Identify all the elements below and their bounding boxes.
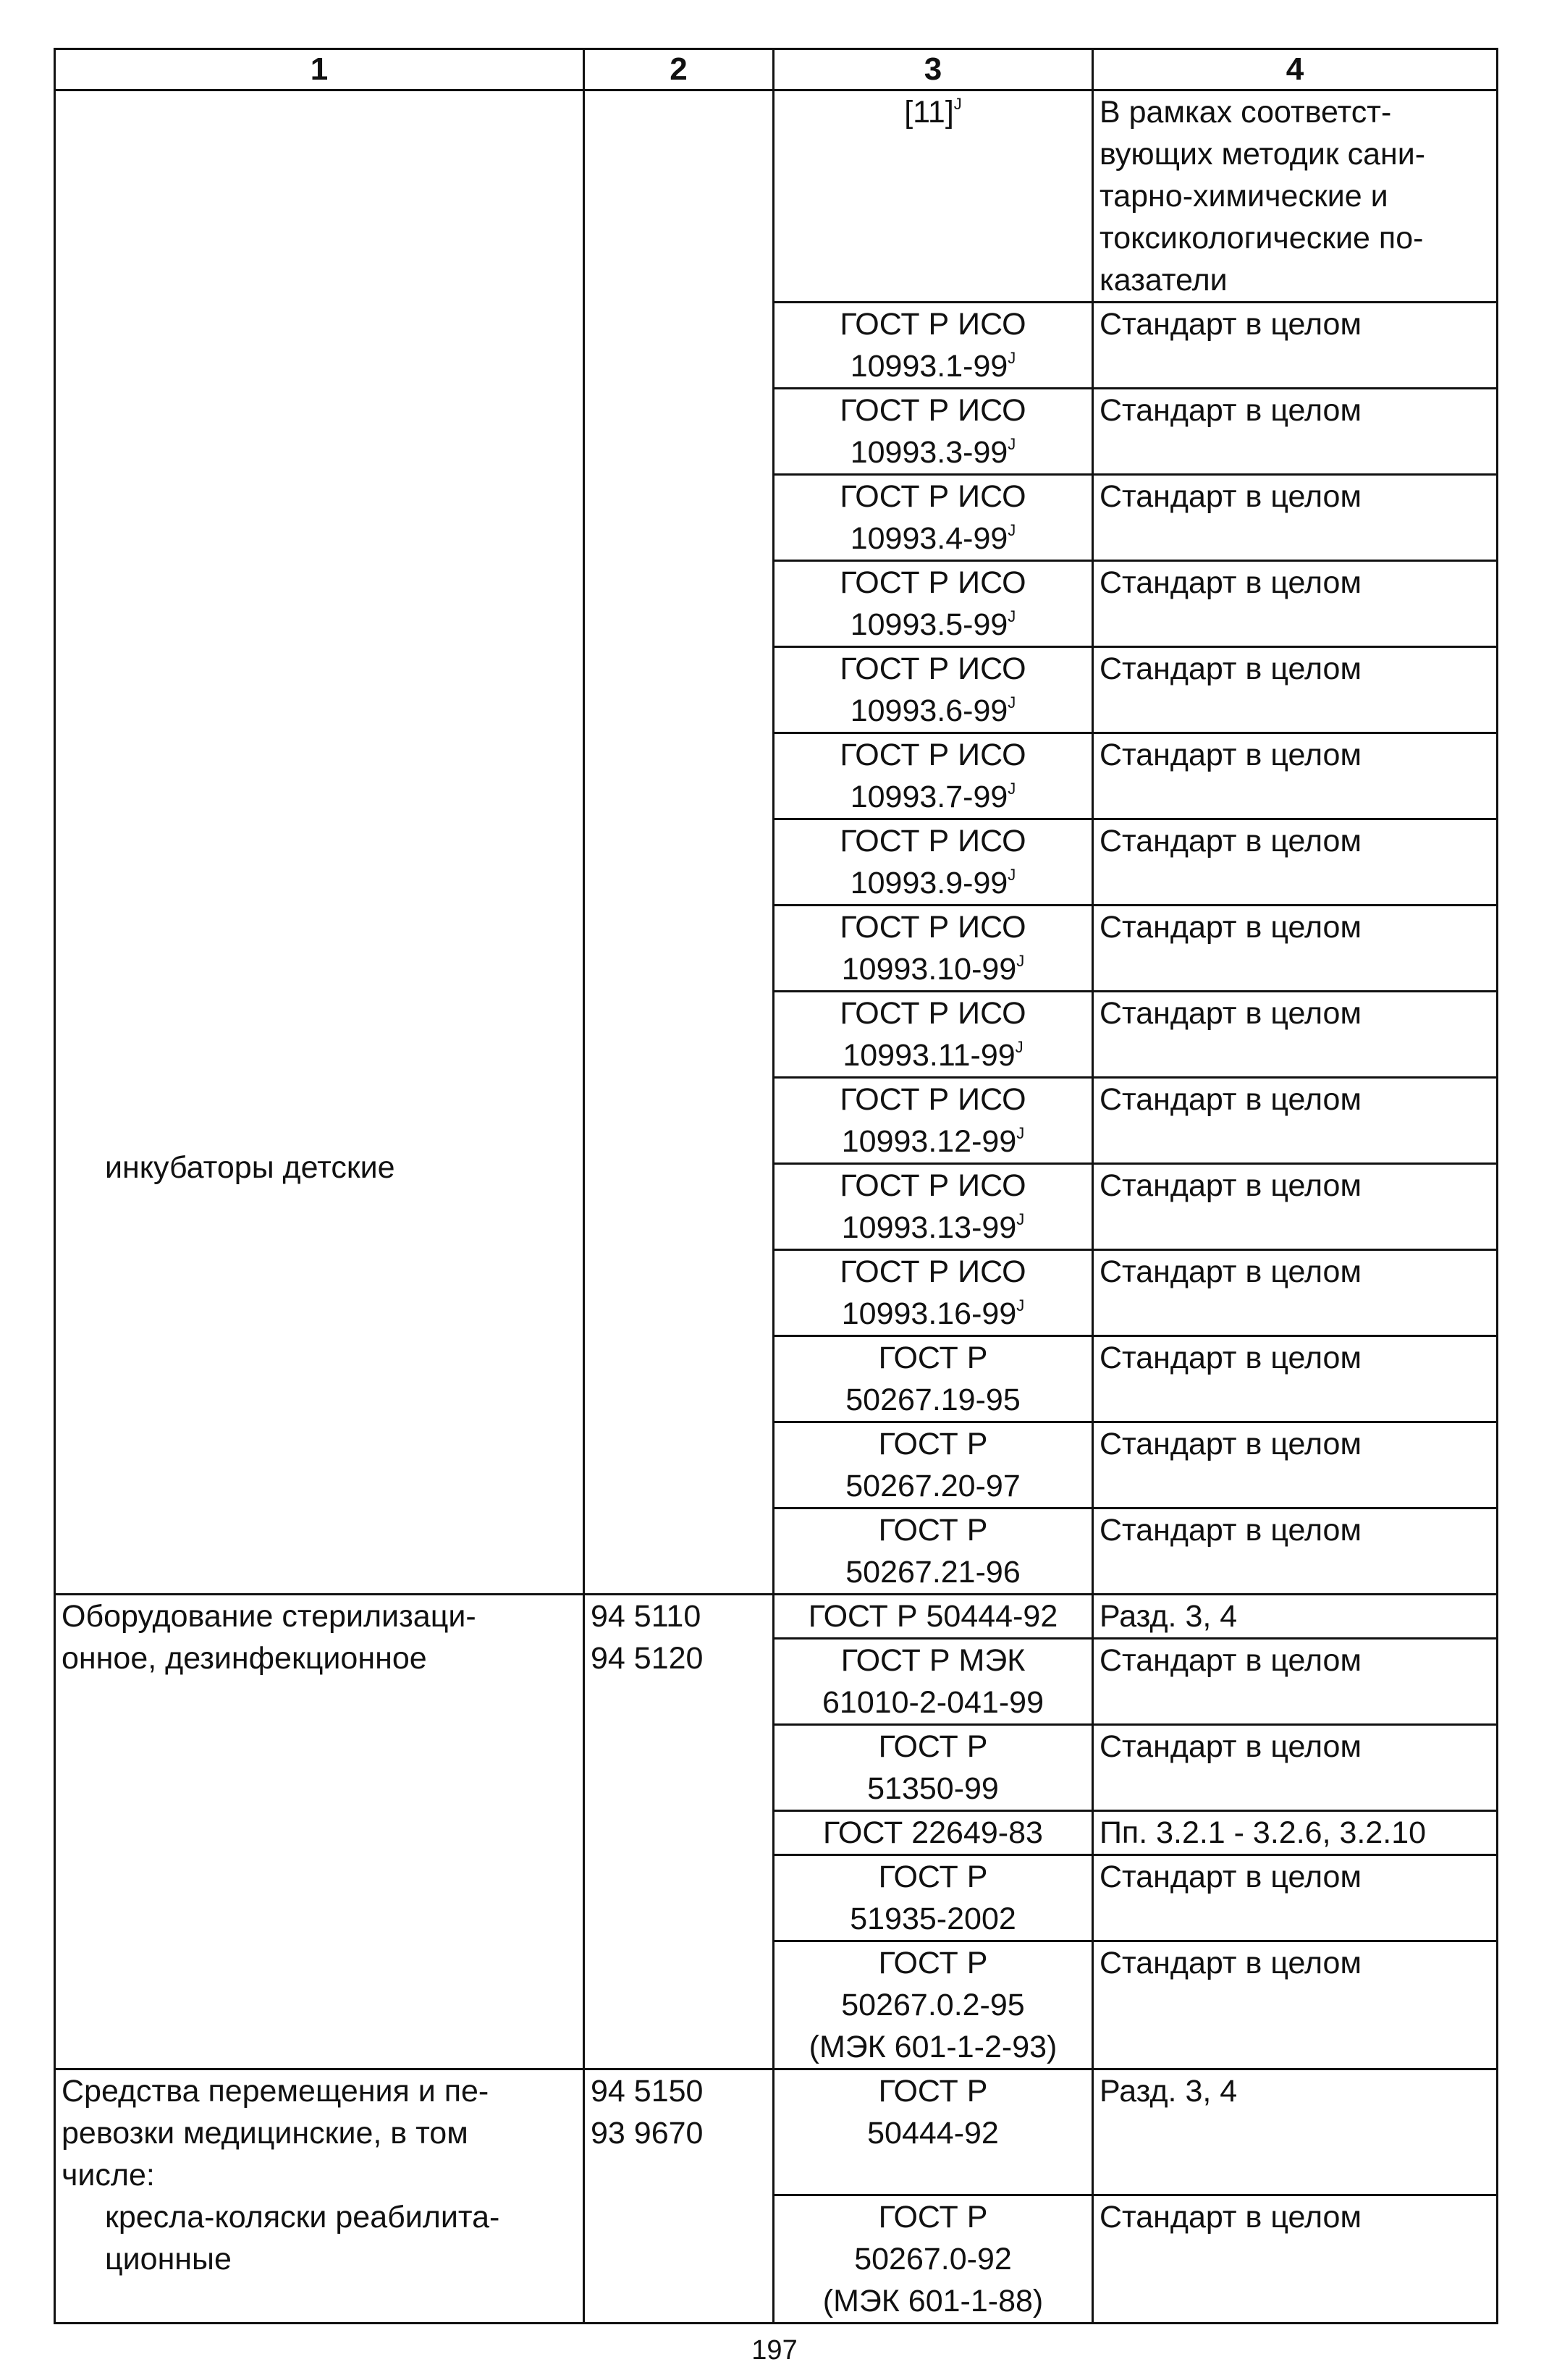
cell-line: $10993.9-99^J$ xyxy=(850,866,1016,900)
scope-note xyxy=(1093,2195,1498,2324)
scope-note xyxy=(1093,1336,1498,1422)
cell-line: $10993.6-99^J$ xyxy=(850,693,1016,728)
cell-line: Стандарт в целом xyxy=(1100,393,1362,428)
scope-note xyxy=(1093,1725,1498,1811)
cell-line: ГОСТ 22649-83 xyxy=(823,1815,1043,1850)
standard-ref xyxy=(774,90,1093,303)
cell-line: ГОСТ Р xyxy=(878,1729,988,1764)
footnote-mark: J xyxy=(1016,1210,1025,1228)
header-col-2: 2 xyxy=(584,49,774,90)
scope-note xyxy=(1093,475,1498,561)
standard-ref xyxy=(774,303,1093,389)
standard-ref xyxy=(774,1508,1093,1595)
group2-col1 xyxy=(55,1595,584,2069)
cell-line: Стандарт в целом xyxy=(1100,996,1362,1031)
group1-col1 xyxy=(55,90,584,1595)
table-row xyxy=(55,90,1498,303)
cell-line: (МЭК 601-1-2-93) xyxy=(809,2030,1058,2064)
standard-ref xyxy=(774,1639,1093,1725)
cell-line: $10993.3-99^J$ xyxy=(850,435,1016,470)
cell-line: ревозки медицинские, в том xyxy=(62,2116,468,2151)
footnote-mark: J xyxy=(1008,607,1016,625)
cell-line: Стандарт в целом xyxy=(1100,2200,1362,2235)
table-row xyxy=(55,1595,1498,1639)
cell-line: Средства перемещения и пе- xyxy=(62,2074,489,2109)
cell-line: $10993.5-99^J$ xyxy=(850,607,1016,642)
cell-line: ГОСТ Р xyxy=(878,1946,988,1980)
cell-line: Стандарт в целом xyxy=(1100,1254,1362,1289)
cell-line: 50267.19-95 xyxy=(845,1383,1021,1417)
cell-line: $10993.13-99^J$ xyxy=(841,1210,1025,1245)
cell-line: ГОСТ Р ИСО xyxy=(840,307,1026,342)
cell-line: 94 5150 xyxy=(591,2074,704,2109)
standard-ref xyxy=(774,475,1093,561)
cell-line: $10993.7-99^J$ xyxy=(850,780,1016,814)
cell-line: Стандарт в целом xyxy=(1100,1168,1362,1203)
cell-line: Разд. 3, 4 xyxy=(1100,2074,1238,2109)
footnote-mark: J xyxy=(1008,693,1016,712)
cell-line: вующих методик сани- xyxy=(1100,137,1426,172)
cell-line: 50267.20-97 xyxy=(845,1469,1021,1503)
cell-line: $10993.12-99^J$ xyxy=(841,1124,1025,1159)
footnote-mark: J xyxy=(1008,866,1016,884)
scope-note xyxy=(1093,1078,1498,1164)
standard-ref xyxy=(774,1941,1093,2069)
footnote-mark: J xyxy=(1008,435,1016,453)
cell-line: Стандарт в целом xyxy=(1100,1860,1362,1894)
standard-ref xyxy=(774,2069,1093,2195)
cell-line: Разд. 3, 4 xyxy=(1100,1599,1238,1634)
cell-line: ГОСТ Р xyxy=(878,2200,988,2235)
scope-note xyxy=(1093,733,1498,819)
cell-line: Стандарт в целом xyxy=(1100,1341,1362,1375)
cell-line: ГОСТ Р ИСО xyxy=(840,479,1026,514)
cell-line: $10993.4-99^J$ xyxy=(850,521,1016,556)
standard-ref xyxy=(774,1078,1093,1164)
group2-col2 xyxy=(584,1595,774,2069)
cell-line: ГОСТ Р ИСО xyxy=(840,910,1026,945)
cell-line: Стандарт в целом xyxy=(1100,1643,1362,1678)
cell-line: ГОСТ Р xyxy=(878,1427,988,1461)
cell-line: 50267.0.2-95 xyxy=(841,1988,1025,2022)
standard-ref xyxy=(774,819,1093,906)
cell-line: Пп. 3.2.1 - 3.2.6, 3.2.10 xyxy=(1100,1815,1427,1850)
cell-line: Стандарт в целом xyxy=(1100,738,1362,772)
cell-line: Стандарт в целом xyxy=(1100,1427,1362,1461)
page-number: 197 xyxy=(751,2335,798,2366)
cell-line: 51935-2002 xyxy=(850,1902,1016,1936)
scope-note xyxy=(1093,1595,1498,1639)
standard-ref xyxy=(774,1336,1093,1422)
standard-ref xyxy=(774,1595,1093,1639)
cell-line: ГОСТ Р ИСО xyxy=(840,1082,1026,1117)
sub-item-line: кресла-коляски реабилита- xyxy=(105,2200,500,2235)
standard-ref xyxy=(774,1811,1093,1855)
scope-note xyxy=(1093,1639,1498,1725)
cell-line: 61010-2-041-99 xyxy=(822,1685,1044,1720)
cell-line: Стандарт в целом xyxy=(1100,910,1362,945)
standard-ref xyxy=(774,561,1093,647)
standard-ref xyxy=(774,389,1093,475)
scope-note xyxy=(1093,1508,1498,1595)
scope-note xyxy=(1093,1811,1498,1855)
standard-ref xyxy=(774,1250,1093,1336)
cell-line: $10993.1-99^J$ xyxy=(850,349,1016,384)
header-col-1: 1 xyxy=(55,49,584,90)
header-col-4: 4 xyxy=(1093,49,1498,90)
cell-line: числе: xyxy=(62,2158,155,2193)
standard-ref xyxy=(774,2195,1093,2324)
header-row xyxy=(55,49,1498,90)
cell-line: Стандарт в целом xyxy=(1100,1082,1362,1117)
cell-line: Стандарт в целом xyxy=(1100,651,1362,686)
footnote-mark: J xyxy=(1008,521,1016,539)
scope-note xyxy=(1093,1941,1498,2069)
cell-line: казатели xyxy=(1100,263,1228,298)
standard-ref xyxy=(774,1855,1093,1941)
cell-line: Стандарт в целом xyxy=(1100,1513,1362,1548)
cell-line: Стандарт в целом xyxy=(1100,307,1362,342)
scope-note xyxy=(1093,389,1498,475)
table-row xyxy=(55,2069,1498,2195)
cell-line: В рамках соответст- xyxy=(1100,95,1392,130)
cell-line: Стандарт в целом xyxy=(1100,1946,1362,1980)
cell-line: ГОСТ Р ИСО xyxy=(840,824,1026,858)
cell-line: ГОСТ Р ИСО xyxy=(840,651,1026,686)
cell-line: 94 5110 xyxy=(591,1599,701,1634)
standard-ref xyxy=(774,1422,1093,1508)
cell-line: 93 9670 xyxy=(591,2116,704,2151)
cell-line: $10993.10-99^J$ xyxy=(841,952,1025,987)
cell-line: ГОСТ Р xyxy=(878,2074,988,2109)
cell-line: 51350-99 xyxy=(867,1771,999,1806)
cell-line: ГОСТ Р ИСО xyxy=(840,996,1026,1031)
scope-note xyxy=(1093,1855,1498,1941)
cell-line: Стандарт в целом xyxy=(1100,479,1362,514)
standards-table xyxy=(54,48,1498,2324)
footnote-mark: J xyxy=(1008,780,1016,798)
standard-ref xyxy=(774,1164,1093,1250)
scope-note xyxy=(1093,303,1498,389)
footnote-mark: J xyxy=(1016,1124,1025,1142)
cell-line: ГОСТ Р xyxy=(878,1513,988,1548)
group3-col2 xyxy=(584,2069,774,2324)
cell-line: Стандарт в целом xyxy=(1100,824,1362,858)
standard-ref xyxy=(774,647,1093,733)
standard-ref xyxy=(774,1725,1093,1811)
scope-note xyxy=(1093,90,1498,303)
footnote-mark: J xyxy=(953,95,962,113)
group1-col2 xyxy=(584,90,774,1595)
scope-note xyxy=(1093,1422,1498,1508)
scope-note xyxy=(1093,1164,1498,1250)
standard-ref xyxy=(774,992,1093,1078)
scope-note xyxy=(1093,992,1498,1078)
cell-line: Оборудование стерилизаци- xyxy=(62,1599,476,1634)
cell-line: тарно-химические и xyxy=(1100,179,1388,214)
cell-line: ГОСТ Р МЭК xyxy=(840,1643,1026,1678)
cell-line: ГОСТ Р ИСО xyxy=(840,393,1026,428)
cell-line: 50267.0-92 xyxy=(854,2242,1012,2276)
cell-line: 94 5120 xyxy=(591,1641,704,1676)
footnote-mark: J xyxy=(1015,1038,1023,1056)
header-col-3: 3 xyxy=(774,49,1093,90)
cell-line: $10993.16-99^J$ xyxy=(841,1296,1025,1331)
cell-line: (МЭК 601-1-88) xyxy=(822,2284,1044,2318)
cell-line: $[11]^J$ xyxy=(904,95,962,130)
sub-item-line: ционные xyxy=(105,2242,232,2276)
cell-line: ГОСТ Р ИСО xyxy=(840,738,1026,772)
cell-line: Стандарт в целом xyxy=(1100,565,1362,600)
scope-note xyxy=(1093,647,1498,733)
footnote-mark: J xyxy=(1008,349,1016,367)
cell-line: ГОСТ Р 50444-92 xyxy=(808,1599,1058,1634)
cell-line: $10993.11-99^J$ xyxy=(843,1038,1023,1073)
scope-note xyxy=(1093,906,1498,992)
cell-line: Стандарт в целом xyxy=(1100,1729,1362,1764)
scope-note xyxy=(1093,2069,1498,2195)
standard-ref xyxy=(774,906,1093,992)
scope-note xyxy=(1093,561,1498,647)
cell-line: ГОСТ Р ИСО xyxy=(840,1168,1026,1203)
cell-line: ГОСТ Р ИСО xyxy=(840,565,1026,600)
scope-note xyxy=(1093,1250,1498,1336)
scope-note xyxy=(1093,819,1498,906)
cell-line: ГОСТ Р ИСО xyxy=(840,1254,1026,1289)
cell-line: 50444-92 xyxy=(867,2116,999,2151)
cell-line: 50267.21-96 xyxy=(845,1555,1021,1590)
footnote-mark: J xyxy=(1016,952,1025,970)
standard-ref xyxy=(774,733,1093,819)
cell-line: токсикологические по- xyxy=(1100,221,1424,256)
group3-col1 xyxy=(55,2069,584,2324)
incubators-label: инкубаторы детские xyxy=(105,1150,395,1185)
footnote-mark: J xyxy=(1016,1296,1025,1315)
cell-line: ГОСТ Р xyxy=(878,1860,988,1894)
cell-line: онное, дезинфекционное xyxy=(62,1641,427,1676)
cell-line: ГОСТ Р xyxy=(878,1341,988,1375)
